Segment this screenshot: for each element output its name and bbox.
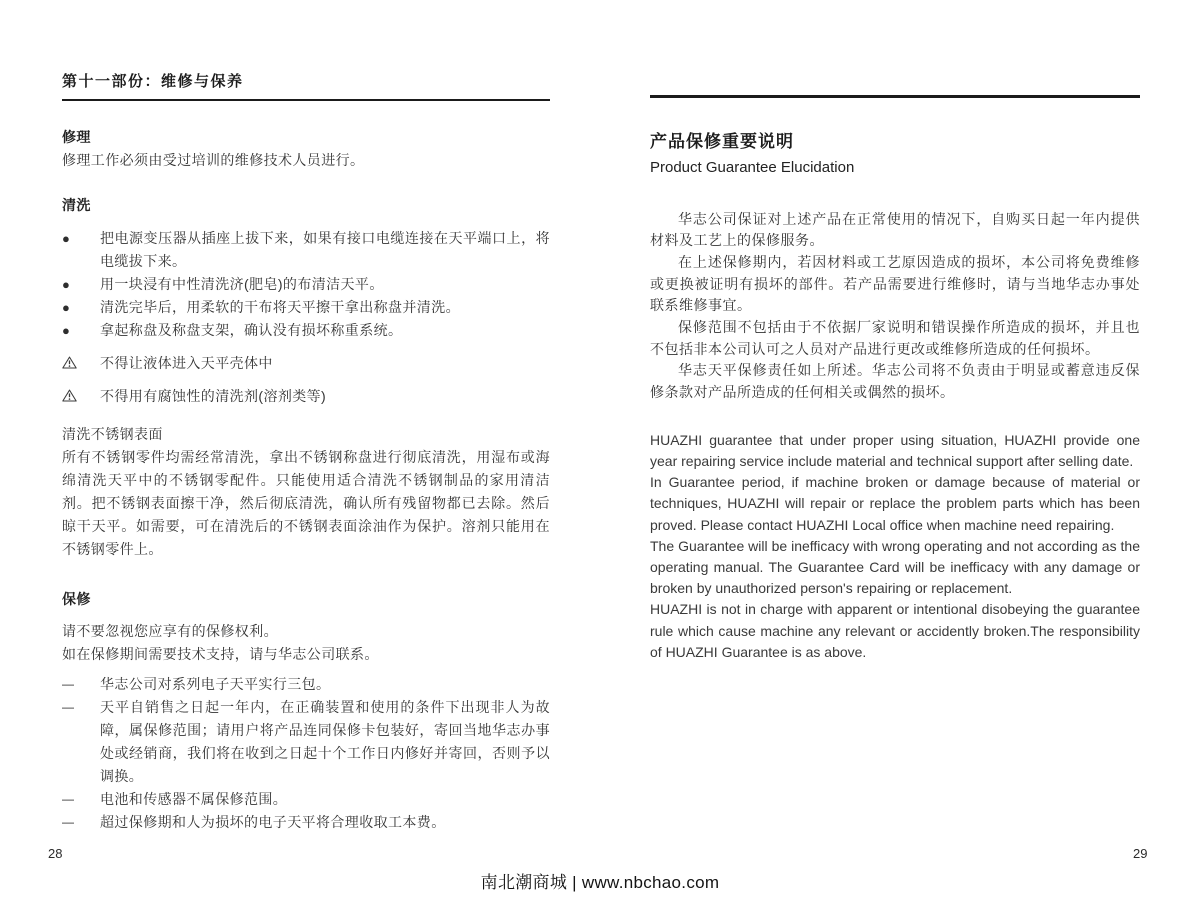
bullet-icon: ● (62, 323, 70, 338)
paragraph: 保修范围不包括由于不依据厂家说明和错误操作所造成的损坏，并且也不包括非本公司认可之人员对产品进行更改或维修所造成的任何损坏。 (650, 319, 1140, 357)
paragraph: In Guarantee period, if machine broken or damage because of material or techniques, HUAZHI will repair or replace the problem parts which has been proved. Please contact HUAZHI Local office when machine need repairing. (650, 474, 1140, 533)
paragraph: 华志公司保证对上述产品在正常使用的情况下，自购买日起一年内提供材料及工艺上的保修服务。 (650, 210, 1140, 249)
site-footer-text: 南北潮商城 | www.nbchao.com (480, 873, 720, 892)
page-number-left: 28 (48, 846, 63, 861)
warning-item (62, 385, 550, 408)
paragraph: 在上述保修期内，若因材料或工艺原因造成的损坏，本公司将免费维修或更换被证明有损坏的部件。若产品需要进行维修时，请与当地华志办事处联系维修事宜。 (650, 253, 1140, 314)
list-item (62, 696, 550, 788)
left-page (62, 70, 550, 834)
bullet-icon: ● (62, 300, 70, 315)
chapter-title: 第十一部份：维修与保养 (62, 70, 550, 101)
warning-item (62, 352, 550, 375)
dash-icon: — (62, 792, 74, 806)
dash-icon: — (62, 677, 74, 691)
list-item (62, 227, 550, 273)
list-item (62, 273, 550, 296)
dash-icon: — (62, 700, 74, 714)
dash-icon: — (62, 815, 74, 829)
warning-list (62, 352, 550, 408)
warranty-intro-line: 如在保修期间需要技术支持，请与华志公司联系。 (62, 646, 379, 662)
warranty-item-text: 超过保修期和人为损坏的电子天平将合理收取工本费。 (100, 814, 446, 830)
guarantee-chinese-text (650, 209, 1140, 404)
cleaning-bullet-list (62, 227, 550, 342)
paragraph: HUAZHI guarantee that under proper using situation, HUAZHI provide one year repairing service include material and technical support after selling date. (650, 431, 1140, 470)
cleaning-heading: 清洗 (62, 197, 91, 213)
warranty-item-text: 电池和传感器不属保修范围。 (100, 791, 288, 807)
list-item (62, 319, 550, 342)
bullet-icon: ● (62, 231, 70, 246)
guarantee-title-zh: 产品保修重要说明 (650, 131, 794, 151)
warning-text: 不得用有腐蚀性的清洗剂(溶剂类等) (100, 388, 327, 404)
right-page (650, 70, 1140, 663)
list-item (62, 673, 550, 696)
paragraph: 华志天平保修责任如上所述。华志公司将不负责由于明显或蓄意违反保修条款对产品所造成的任何相关或偶然的损坏。 (650, 362, 1140, 401)
list-item (62, 788, 550, 811)
warranty-item-text: 华志公司对系列电子天平实行三包。 (100, 676, 331, 692)
stainless-heading: 清洗不锈钢表面 (62, 426, 163, 442)
site-footer (0, 868, 1200, 893)
repair-body: 修理工作必须由受过培训的维修技术人员进行。 (62, 152, 365, 168)
list-item (62, 296, 550, 319)
cleaning-bullet-text: 把电源变压器从插座上拔下来，如果有接口电缆连接在天平端口上，将电缆拔下来。 (100, 230, 550, 269)
cleaning-bullet-text: 拿起称盘及称盘支架，确认没有损坏称重系统。 (100, 322, 403, 338)
header-rule (650, 95, 1140, 98)
paragraph: The Guarantee will be inefficacy with wrong operating and not according as the operating manual. The Guarantee Card will be inefficacy with any damage or broken by unauthorized person's repairing or replacement. (650, 537, 1140, 597)
warranty-intro-line: 请不要忽视您应享有的保修权利。 (62, 623, 278, 639)
guarantee-english-text (650, 430, 1140, 663)
page-number-right: 29 (1133, 846, 1148, 861)
repair-heading: 修理 (62, 129, 91, 145)
warranty-heading: 保修 (62, 591, 91, 607)
paragraph: HUAZHI is not in charge with apparent or intentional disobeying the guarantee rule which cause machine any relevant or accidently broken.The responsibility of HUAZHI Guarantee is as above. (650, 601, 1140, 660)
guarantee-title-en: Product Guarantee Elucidation (650, 158, 855, 176)
bullet-icon: ● (62, 277, 70, 292)
warranty-item-list (62, 673, 550, 834)
stainless-body: 所有不锈钢零件均需经常清洗，拿出不锈钢称盘进行彻底清洗，用湿布或海绵清洗天平中的不锈钢零配件。只能使用适合清洗不锈钢制品的家用清洁剂。把不锈钢表面擦干净，然后彻底清洗，确认所有残留物都已去除。然后晾干天平。如需要，可在清洗后的不锈钢表面涂油作为保护。溶剂只能用在不锈钢零件上。 (62, 449, 550, 557)
list-item (62, 811, 550, 834)
cleaning-bullet-text: 清洗完毕后，用柔软的干布将天平擦干拿出称盘并清洗。 (100, 299, 460, 315)
warning-triangle-icon (62, 352, 100, 369)
warning-triangle-icon (62, 385, 100, 402)
warranty-item-text: 天平自销售之日起一年内，在正确装置和使用的条件下出现非人为故障，属保修范围；请用户将产品连同保修卡包装好，寄回当地华志办事处或经销商，我们将在收到之日起十个工作日内修好并寄回，否则予以调换。 (100, 699, 550, 784)
cleaning-bullet-text: 用一块浸有中性清洗济(肥皂)的布清洁天平。 (100, 276, 384, 292)
warning-text: 不得让液体进入天平壳体中 (100, 355, 273, 371)
